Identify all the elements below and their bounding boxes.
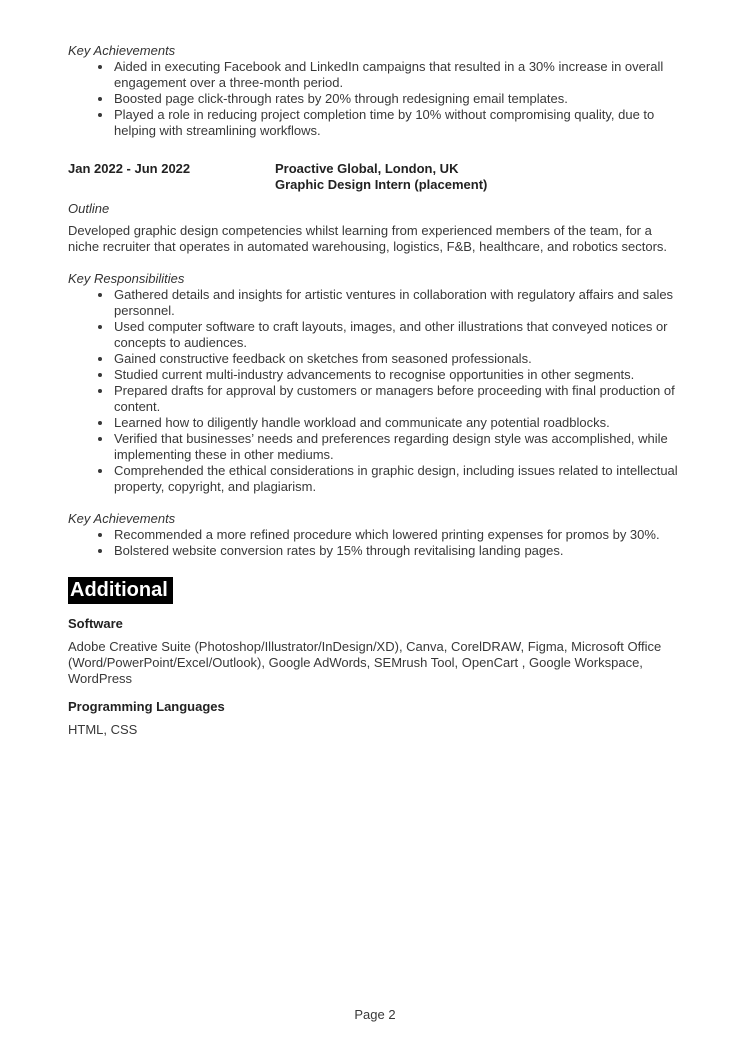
- programming-languages-list: HTML, CSS: [68, 722, 138, 737]
- bullet-item: • Bolstered website conversion rates by 15% through revitalising landing pages.: [113, 543, 682, 559]
- bullet-item: • Comprehended the ethical considerations in graphic design, including issues related to intellectual property, copyright, and plagiarism.: [113, 463, 682, 495]
- job-entry-section: [68, 161, 682, 559]
- bullet-item: • Used computer software to craft layouts, images, and other illustrations that conveyed notices or concepts to audiences.: [113, 319, 682, 351]
- bullet-item: • Verified that businesses’ needs and preferences regarding design style was accomplished, while implementing these in other mediums.: [113, 431, 682, 463]
- bullet-item: • Learned how to diligently handle workload and communicate any potential roadblocks.: [113, 415, 682, 431]
- outline-text: Developed graphic design competencies whilst learning from experienced members of the team, for a niche recruiter that operates in automated warehousing, logistics, F&B, healthcare, and robotics sectors.: [68, 223, 668, 254]
- key-responsibilities-heading: Key Responsibilities: [68, 271, 185, 286]
- software-heading: Software: [68, 616, 123, 631]
- bullet-item: • Prepared drafts for approval by customers or managers before proceeding with final production of content.: [113, 383, 682, 415]
- bullet-item: • Studied current multi-industry advancements to recognise opportunities in other segments.: [113, 367, 682, 383]
- bullet-item: • Played a role in reducing project completion time by 10% without compromising quality, due to helping with streamlining workflows.: [113, 107, 682, 139]
- key-achievements-list: [68, 59, 682, 139]
- bullet-item: • Aided in executing Facebook and LinkedIn campaigns that resulted in a 30% increase in overall engagement over a three-month period.: [113, 59, 682, 91]
- key-responsibilities-list: [68, 287, 682, 495]
- bullet-item: • Gathered details and insights for artistic ventures in collaboration with regulatory affairs and sales personnel.: [113, 287, 682, 319]
- previous-job-continued-section: [68, 43, 682, 139]
- key-achievements-heading-2: Key Achievements: [68, 511, 176, 526]
- job-company: Proactive Global, London, UK: [275, 161, 459, 176]
- programming-languages-heading: Programming Languages: [68, 699, 225, 714]
- outline-heading: Outline: [68, 201, 110, 216]
- job-company-block: [275, 161, 487, 193]
- bullet-item: • Boosted page click-through rates by 20% through redesigning email templates.: [113, 91, 682, 107]
- bullet-item: • Gained constructive feedback on sketches from seasoned professionals.: [113, 351, 682, 367]
- job-header: [68, 161, 682, 193]
- additional-section-heading: Additional: [68, 577, 173, 604]
- job-title: Graphic Design Intern (placement): [275, 177, 488, 192]
- key-achievements-heading: Key Achievements: [68, 43, 176, 58]
- additional-section: [68, 559, 682, 738]
- page-number: Page 2: [354, 1007, 396, 1022]
- job-dates: Jan 2022 - Jun 2022: [68, 161, 191, 176]
- bullet-item: • Recommended a more refined procedure which lowered printing expenses for promos by 30%.: [113, 527, 682, 543]
- key-achievements-list-2: [68, 527, 682, 559]
- software-list: Adobe Creative Suite (Photoshop/Illustrator/InDesign/XD), Canva, CorelDRAW, Figma, Microsoft Office (Word/PowerPoint/Excel/Outlook), Google AdWords, SEMrush Tool, OpenCart , Google Workspace, WordPress: [68, 639, 662, 686]
